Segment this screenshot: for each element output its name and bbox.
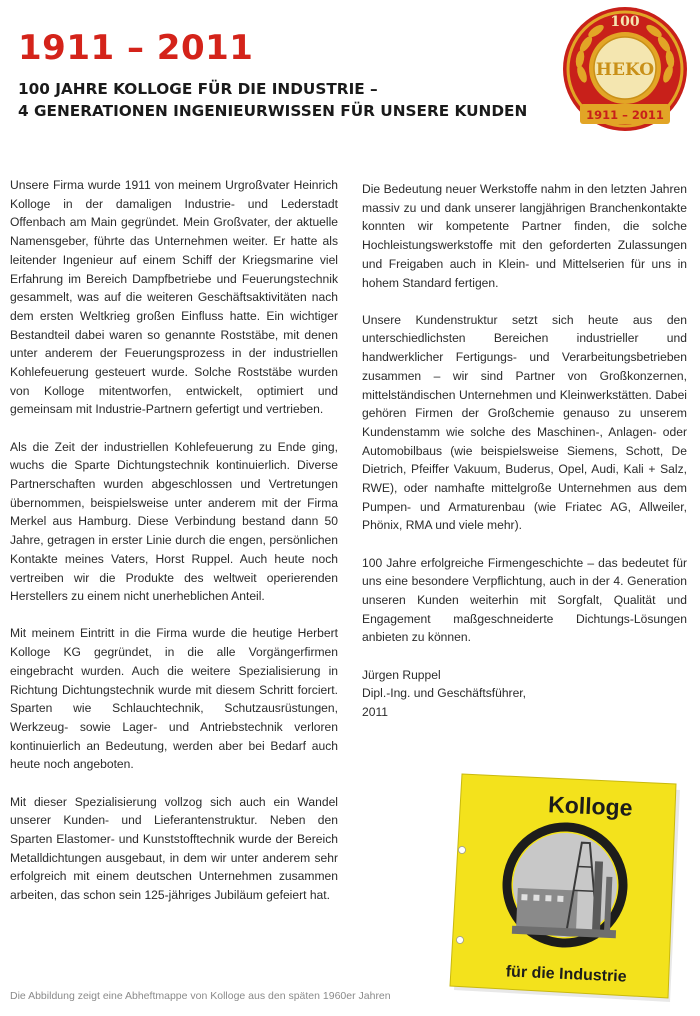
signature-role: Dipl.-Ing. und Geschäftsführer,	[362, 686, 527, 701]
signature-block	[362, 666, 687, 722]
anniversary-seal	[560, 4, 690, 134]
paragraph: Mit meinem Eintritt in die Firma wurde die heutige Herbert Kolloge KG gegründet, in die alle Vorgängerfirmen eingebracht wurden. Auch die weitere Spezialisierung in Richtung Dichtungstechnik wurde mit diesem Schritt forciert. Sparten wie Schlauchtechnik, Schutzausrüstungen, Werkzeug- sowie Lager- und Antriebstechnik verloren kontinuierlich an Bedeutung, werden aber bei Bedarf auch heute noch angeboten.	[10, 626, 338, 772]
brochure-subtitle: für die Industrie	[505, 963, 627, 986]
brochure-image	[448, 770, 688, 1006]
image-caption: Die Abbildung zeigt eine Abheftmappe von Kolloge aus den späten 1960er Jahren	[10, 990, 391, 1002]
paragraph: Mit dieser Spezialisierung vollzog sich auch ein Wandel unserer Kunden- und Lieferantenstruktur. Neben den Sparten Elastomer- und Kunststofftechnik wurde der Bereich Metalldichtungen ausgebaut, in dem wir unter anderem sehr erfolgreich mit einem deutschen Unternehmen zusammen arbeiten, das schon sein 125-jähriges Jubiläum gefeiert hat.	[10, 794, 338, 903]
paragraph: Als die Zeit der industriellen Kohlefeuerung zu Ende ging, wuchs die Sparte Dichtungstechnik kontinuierlich. Diverse Partnerschaften wurden abgeschlossen und Vertretungen übernommen, beispielsweise unter anderem mit der Firma Merkel aus Hamburg. Diese Verbindung bestand dann 50 Jahre, getragen in erster Linie durch die engen, persönlichen Kontakte meines Vaters, Horst Ruppel. Auch heute noch vertreiben wir die Produkte des weltweit operierenden Herstellers zu einem nicht unerheblichen Anteil.	[10, 439, 338, 604]
headline-line-2: 4 GENERATIONEN INGENIEURWISSEN FÜR UNSERE KUNDEN	[18, 102, 528, 120]
article-right-column	[362, 180, 687, 722]
seal-monogram: HEKO	[595, 60, 655, 80]
seal-years: 1911 – 2011	[586, 108, 664, 122]
paragraph: 100 Jahre erfolgreiche Firmengeschichte – das bedeutet für uns eine besondere Verpflichtung, auch in der 4. Generation unseren Kunden weiterhin mit Sorgfalt, Qualität und Engagement maßgeschneiderte Dichtungs-Lösungen anbieten zu können.	[362, 555, 687, 645]
brochure-title: Kolloge	[547, 791, 634, 821]
signature-name: Jürgen Ruppel	[362, 667, 441, 682]
anniversary-years: 1911 – 2011	[18, 28, 254, 68]
seal-number: 100	[610, 14, 640, 30]
signature-year: 2011	[362, 705, 389, 720]
paragraph: Die Bedeutung neuer Werkstoffe nahm in den letzten Jahren massiv zu und dank unserer langjährigen Branchenkontakte konnten wir kompetente Partner finden, die solche Hochleistungswerkstoffe mit den geforderten Zulassungen und Freigaben auch in Klein- und Mittelserien für uns in hohem Standard fertigen.	[362, 182, 687, 290]
headline-line-1: 100 JAHRE KOLLOGE FÜR DIE INDUSTRIE –	[18, 80, 378, 98]
article-left-column	[10, 176, 338, 923]
paragraph: Unsere Kundenstruktur setzt sich heute aus den unterschiedlichsten Bereichen industrieller und handwerklicher Fertigungs- und Verarbeitungsbetrieben zusammen – wir sind Partner von Großkonzernen, mittelständischen Unternehmen und Kleinwerkstätten. Dabei gehören Firmen der Großchemie genauso zu unserem Kundenstamm wie solche des Maschinen-, Anlagen- oder Automobilbaus (wie beispielsweise Siemens, Schott, De Dietrich, Pfeiffer Vakuum, Buderus, Opel, Audi, Kali + Salz, RWE), oder namhafte mittelgroße Unternehmen aus dem Pumpen- und Armaturenbau (wie Friatec AG, Allweiler, Phönix, RMA und viele mehr).	[362, 312, 687, 533]
paragraph: Unsere Firma wurde 1911 von meinem Urgroßvater Heinrich Kolloge in der damaligen Industrie- und Lederstadt Offenbach am Main gegründet. Mein Großvater, der aktuelle Namensgeber, führte das Unternehmen weiter. Er hatte als leitender Ingenieur auf einem Schiff der Kriegsmarine viel Erfahrung im Bereich Dampfbetriebe und Feuerungstechnik gesammelt, was auf die weiteren Geschäftsaktivitäten nach dem ersten Weltkrieg großen Einfluss hatte. Ein wichtiger Bestandteil dabei waren so genannte Roststäbe, mit denen unter anderem der Feuerungsprozess in der industriellen Kohlefeuerung gesteuert wurde. Solche Roststäbe wurden von Kolloge mitentworfen, entwickelt, optimiert und gemeinsam mit Industrie-Partnern gefertigt und vertrieben.	[10, 178, 338, 417]
headline	[18, 78, 558, 122]
